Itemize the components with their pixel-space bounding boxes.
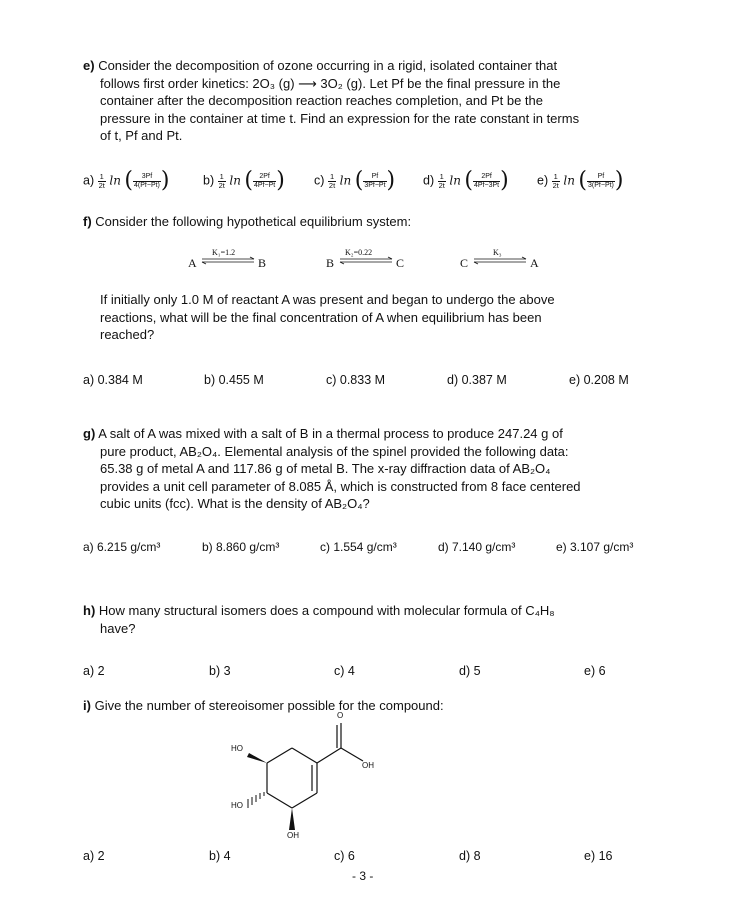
equilibrium-arrow-icon [198, 256, 258, 266]
h-option-c[interactable]: c) 4 [334, 664, 355, 678]
page-number: - 3 - [352, 869, 374, 883]
f-option-e[interactable]: e) 0.208 M [569, 373, 629, 387]
question-g-line-5: cubic units (fcc). What is the density of AB₂O₄? [100, 496, 370, 511]
i-option-a[interactable]: a) 2 [83, 849, 105, 863]
e-option-c[interactable]: c) $\frac{1}{2t}$ ln ( $\frac{Pf}{3Pf-Pt}$ ) [314, 168, 396, 193]
question-f [83, 213, 411, 231]
molecule-label-oh-bottom: OH [287, 831, 299, 840]
question-f-line-3: reached? [100, 327, 155, 342]
h-option-a[interactable]: a) 2 [83, 664, 105, 678]
species-c2: C [460, 256, 469, 270]
i-option-e[interactable]: e) 16 [584, 849, 613, 863]
molecule-label-oh-acid: OH [362, 761, 374, 770]
molecule-structure [215, 713, 385, 843]
equilibrium-b-c [326, 246, 406, 270]
f-option-d[interactable]: d) 0.387 M [447, 373, 507, 387]
species-b2: B [326, 256, 335, 270]
question-g-line-3: 65.38 g of metal A and 117.86 g of metal B. The x-ray diffraction data of AB₂O₄ [100, 461, 551, 476]
question-e-line-1: e) Consider the decomposition of ozone occurring in a rigid, isolated container that [83, 58, 558, 73]
question-e-label: e) [83, 58, 95, 73]
question-e-line-3: container after the decomposition reaction reaches completion, and Pt be the [100, 93, 543, 108]
question-g [83, 425, 653, 513]
question-e-line-5: of t, Pf and Pt. [100, 128, 183, 143]
molecule-label-o-carbonyl: O [337, 711, 344, 720]
f-option-a[interactable]: a) 0.384 M [83, 373, 143, 387]
k2-label: K₂=0.22 [345, 248, 373, 257]
question-g-line-4: provides a unit cell parameter of 8.085 Å, which is constructed from 8 face centered [100, 478, 581, 494]
question-e [83, 57, 643, 145]
species-a2: A [530, 256, 539, 270]
g-option-e[interactable]: e) 3.107 g/cm³ [556, 540, 634, 554]
question-g-line-2: pure product, AB₂O₄. Elemental analysis of the spinel provided the following data: [100, 443, 569, 459]
equilibrium-arrow-icon [470, 256, 530, 266]
h-option-d[interactable]: d) 5 [459, 664, 481, 678]
i-option-d[interactable]: d) 8 [459, 849, 481, 863]
e-option-e[interactable]: e) $\frac{1}{2t}$ ln ( $\frac{Pf}{3(Pf-Pt)}$ ) [537, 168, 624, 193]
question-i-text: Give the number of stereoisomer possible for the compound: [94, 698, 444, 713]
question-h-line-1: h) How many structural isomers does a compound with molecular formula of C₄H₈ [83, 603, 555, 618]
question-f-line-2: reactions, what will be the final concentration of A when equilibrium has been [100, 309, 542, 325]
species-a: A [188, 256, 197, 270]
e-option-d[interactable]: d) $\frac{1}{2t}$ ln ( $\frac{2Pf}{4Pf-3Pt}$ ) [423, 168, 509, 193]
g-option-a[interactable]: a) 6.215 g/cm³ [83, 540, 161, 554]
e-option-b[interactable]: b) $\frac{1}{2t}$ ln ( $\frac{2Pf}{4Pf-Pt}$ ) [203, 168, 285, 193]
question-f-text: Consider the following hypothetical equilibrium system: [95, 214, 412, 229]
h-option-e[interactable]: e) 6 [584, 664, 606, 678]
molecule-label-ho-bottom: HO [231, 801, 243, 810]
g-option-b[interactable]: b) 8.860 g/cm³ [202, 540, 280, 554]
equilibrium-arrow-icon [336, 256, 396, 266]
species-b: B [258, 256, 267, 270]
g-option-c[interactable]: c) 1.554 g/cm³ [320, 540, 397, 554]
question-e-line-4: pressure in the container at time t. Find an expression for the rate constant in terms [100, 110, 580, 126]
question-i [83, 697, 444, 715]
molecule-label-ho-top: HO [231, 744, 243, 753]
question-g-label: g) [83, 426, 96, 441]
question-f-label: f) [83, 214, 92, 229]
question-h [83, 602, 653, 637]
e-option-a[interactable]: a) $\frac{1}{2t}$ ln ( $\frac{3Pf}{4(Pf-Pt)}$ ) [83, 168, 170, 193]
species-c: C [396, 256, 405, 270]
question-h-line-2: have? [100, 620, 136, 636]
g-option-d[interactable]: d) 7.140 g/cm³ [438, 540, 516, 554]
h-option-b[interactable]: b) 3 [209, 664, 231, 678]
question-g-line-1: g) A salt of A was mixed with a salt of B in a thermal process to produce 247.24 g of [83, 426, 563, 441]
i-option-b[interactable]: b) 4 [209, 849, 231, 863]
k3-label: K₃ [493, 248, 502, 257]
question-f-line-1: If initially only 1.0 M of reactant A was present and began to undergo the above [100, 292, 555, 307]
equilibrium-a-b [188, 246, 268, 270]
f-option-b[interactable]: b) 0.455 M [204, 373, 264, 387]
question-e-line-2: follows first order kinetics: 2O₃ (g) ⟶ 3O₂ (g). Let Pf be the final pressure in the [100, 75, 561, 91]
f-option-c[interactable]: c) 0.833 M [326, 373, 386, 387]
question-h-label: h) [83, 603, 96, 618]
k1-label: K₁=1.2 [212, 248, 236, 257]
i-option-c[interactable]: c) 6 [334, 849, 355, 863]
equilibrium-c-a [460, 246, 545, 270]
question-f-body [100, 291, 640, 344]
question-i-label: i) [83, 698, 91, 713]
